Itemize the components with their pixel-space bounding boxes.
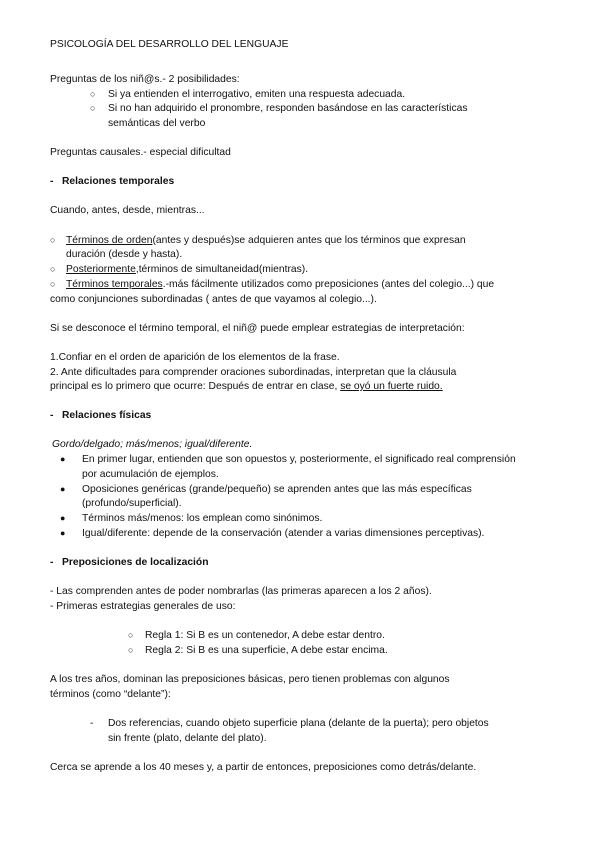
temporal-item-cont: duración (desde y hasta). <box>66 249 183 260</box>
sub-dash: - <box>90 718 94 729</box>
circle-bullet-icon: ○ <box>90 89 96 99</box>
bullet-dot-icon: ● <box>60 528 66 538</box>
list-item: Si ya entienden el interrogativo, emiten una respuesta adecuada. <box>108 89 406 100</box>
bullet-dot-icon: ● <box>60 484 66 494</box>
section-heading-localizacion: Preposiciones de localización <box>62 557 209 568</box>
tres-anos-line: A los tres años, dominan las preposiciones básicas, pero tienen problemas con algunos <box>50 674 450 685</box>
rule-item: Regla 1: Si B es un contenedor, A debe estar dentro. <box>145 630 385 641</box>
temporales-intro: Cuando, antes, desde, mientras... <box>50 205 205 216</box>
localizacion-line: - Las comprenden antes de poder nombrarlas (las primeras aparecen a los 2 años). <box>50 586 432 597</box>
final-line: Cerca se aprende a los 40 meses y, a partir de entonces, preposiciones como detrás/delante. <box>50 762 477 773</box>
term-temporales-desc: .-más fácilmente utilizados como preposiciones (antes del colegio...) que <box>162 279 495 290</box>
term-orden: Términos de orden <box>66 235 153 246</box>
strategy-point-2-cont <box>50 379 443 394</box>
tres-anos-line: términos (como “delante”): <box>50 689 171 700</box>
list-item: Igual/diferente: depende de la conservación (atender a varias dimensiones perceptivas). <box>82 528 485 539</box>
bullet-dot-icon: ● <box>60 513 66 523</box>
term-temporales: Términos temporales <box>66 279 163 290</box>
list-item-cont: (profundo/superficial). <box>82 498 182 509</box>
section-heading-fisicas: Relaciones físicas <box>62 410 152 421</box>
list-item: Si no han adquirido el pronombre, responden basándose en las características <box>108 103 468 114</box>
list-item: Términos más/menos: los emplean como sinónimos. <box>82 513 323 524</box>
section-dash: - <box>50 176 54 187</box>
circle-bullet-icon: ○ <box>128 630 134 640</box>
circle-bullet-icon: ○ <box>50 235 56 245</box>
strategy-point-1: 1.Confiar en el orden de aparición de los elementos de la frase. <box>50 352 340 363</box>
rule-item: Regla 2: Si B es una superficie, A debe estar encima. <box>145 645 388 656</box>
circle-bullet-icon: ○ <box>90 103 96 113</box>
section-dash: - <box>50 557 54 568</box>
temporal-item <box>66 233 466 248</box>
circle-bullet-icon: ○ <box>128 645 134 655</box>
term-posteriormente-desc: ,términos de simultaneidad(mientras). <box>135 264 309 275</box>
preguntas-heading: Preguntas de los niñ@s.- 2 posibilidades: <box>50 74 240 85</box>
term-orden-desc: (antes y después)se adquieren antes que los términos que expresan <box>152 235 466 246</box>
list-item-cont: por acumulación de ejemplos. <box>82 469 219 480</box>
point2-underlined: se oyó un fuerte ruido. <box>340 381 443 392</box>
point2-text: principal es lo primero que ocurre: Después de entrar en clase, <box>50 381 341 392</box>
section-heading-temporales: Relaciones temporales <box>62 176 175 187</box>
temporal-item <box>66 277 494 292</box>
bullet-dot-icon: ● <box>60 454 66 464</box>
term-posteriormente: Posteriormente <box>66 264 136 275</box>
strategy-line: Si se desconoce el término temporal, el niñ@ puede emplear estrategias de interpretación: <box>50 323 465 334</box>
fisicas-intro: Gordo/delgado; más/menos; igual/diferente. <box>52 439 253 450</box>
sub-item-cont: sin frente (plato, delante del plato). <box>108 733 267 744</box>
temporal-item <box>66 262 308 277</box>
list-item: Oposiciones genéricas (grande/pequeño) se aprenden antes que las más específicas <box>82 484 472 495</box>
circle-bullet-icon: ○ <box>50 264 56 274</box>
section-dash: - <box>50 410 54 421</box>
page-title: PSICOLOGÍA DEL DESARROLLO DEL LENGUAJE <box>50 39 289 50</box>
strategy-point-2: 2. Ante dificultades para comprender oraciones subordinadas, interpretan que la cláusula <box>50 367 457 378</box>
list-item-cont: semánticas del verbo <box>108 118 206 129</box>
causales-line: Preguntas causales.- especial dificultad <box>50 147 231 158</box>
sub-item: Dos referencias, cuando objeto superficie plana (delante de la puerta); pero objetos <box>108 718 489 729</box>
localizacion-line: - Primeras estrategias generales de uso: <box>50 601 236 612</box>
list-item: En primer lugar, entienden que son opuestos y, posteriormente, el significado real comprensión <box>82 454 516 465</box>
circle-bullet-icon: ○ <box>50 279 56 289</box>
temporal-item-cont: como conjunciones subordinadas ( antes de que vayamos al colegio...). <box>50 294 377 305</box>
